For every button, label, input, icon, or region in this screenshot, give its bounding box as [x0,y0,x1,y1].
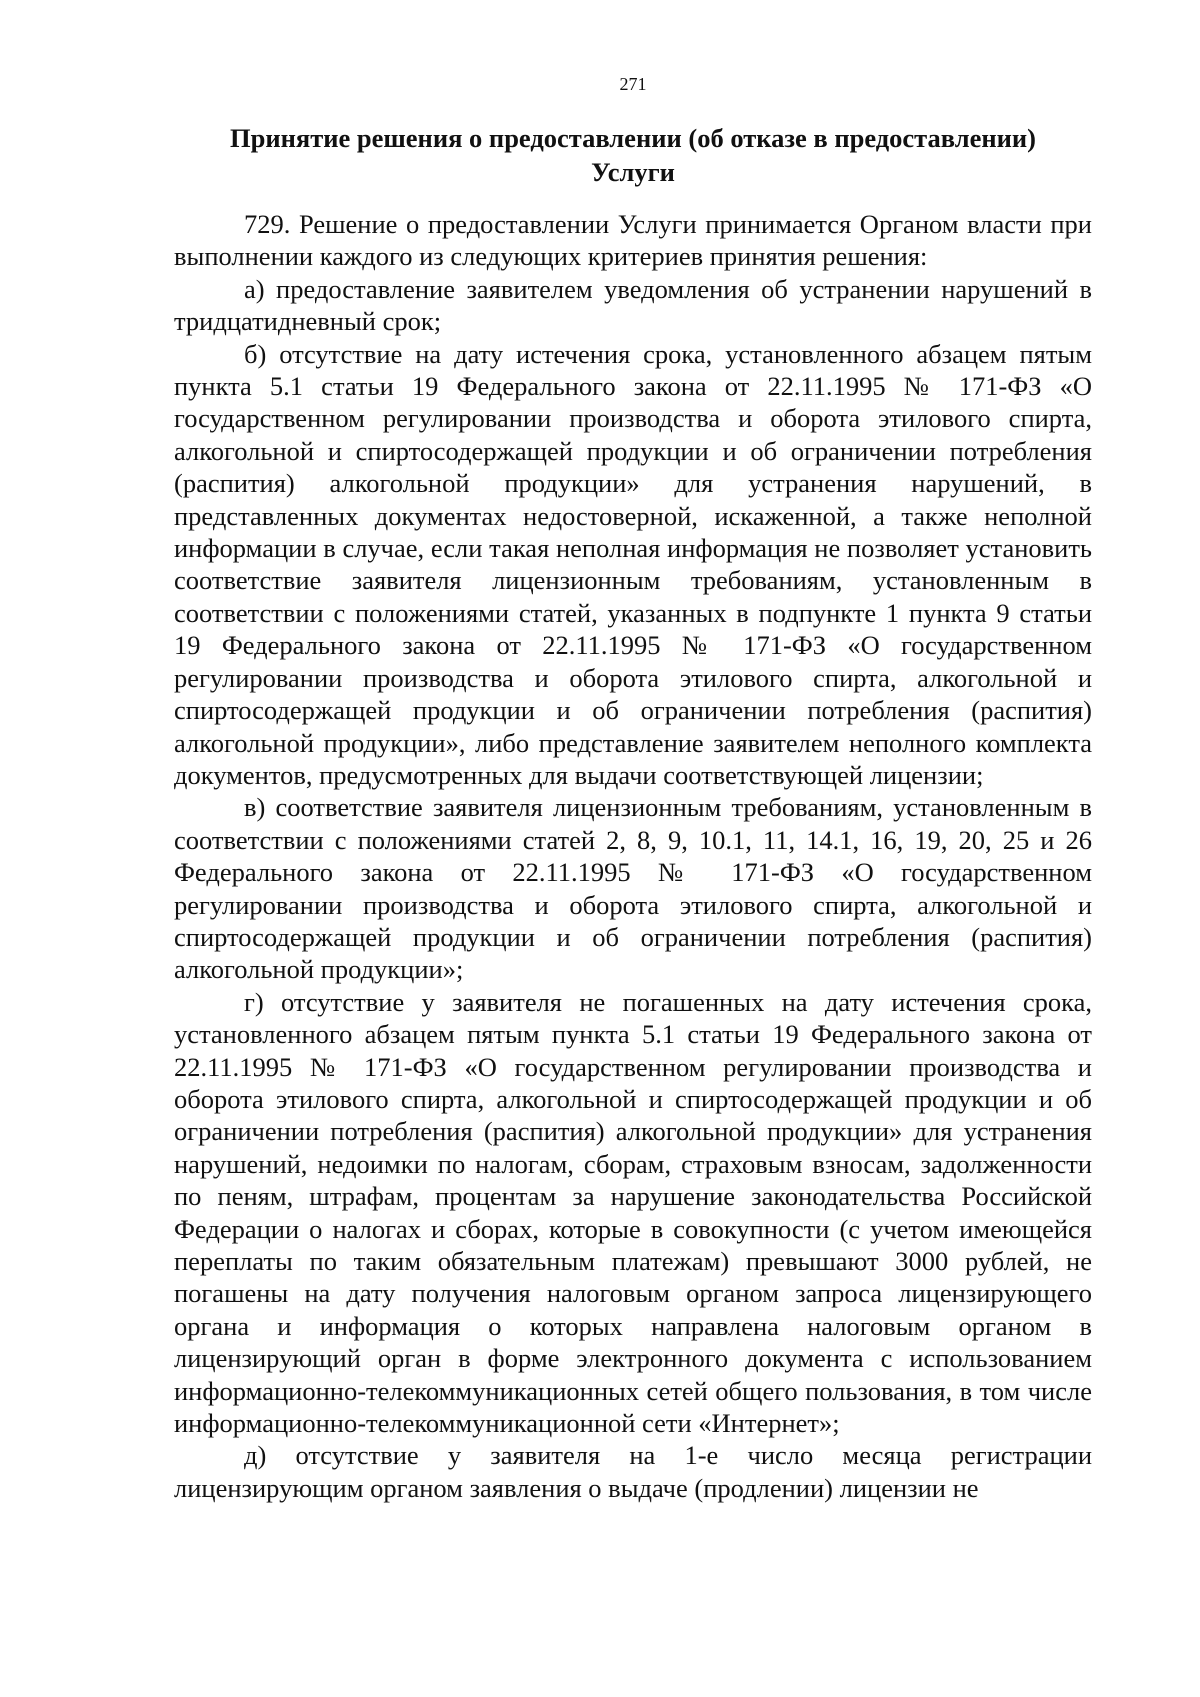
paragraph-729: 729. Решение о предоставлении Услуги принимается Органом власти при выполнении каждого из следующих критериев принятия решения: [174,209,1092,272]
section-heading [174,121,1092,189]
paragraph-item-a: а) предоставление заявителем уведомления об устранении нарушений в тридцатидневный срок; [174,273,1092,337]
paragraph-item-g: г) отсутствие у заявителя не погашенных на дату истечения срока, установленного абзацем пятым пункта 5.1 статьи 19 Федерального закона от 22.11.1995 № 171-ФЗ «О государственном регулировании производства и оборота этилового спирта, алкогольной и спиртосодержащей продукции и об ограничении потребления (распития) алкогольной продукции» для устранения нарушений, недоимки по налогам, сборам, страховым взносам, задолженности по пеням, штрафам, процентам за нарушение законодательства Российской Федерации о налогах и сборах, которые в совокупности (с учетом имеющейся переплаты по таким обязательным платежам) превышают 3000 рублей, не погашены на дату получения налоговым органом запроса лицензирующего органа и информация о которых направлена налоговым органом в лицензирующий орган в форме электронного документа с использованием информационно-телекоммуникационных сетей общего пользования, в том числе информационно-телекоммуникационной сети «Интернет»; [174,986,1092,1439]
paragraph-item-v: в) соответствие заявителя лицензионным требованиям, установленным в соответствии с положениями статей 2, 8, 9, 10.1, 11, 14.1, 16, 19, 20, 25 и 26 Федерального закона от 22.11.1995 № 171-ФЗ «О государственном регулировании производства и оборота этилового спирта, алкогольной и спиртосодержащей продукции и об ограничении потребления (распития) алкогольной продукции»; [174,792,1092,985]
section-heading-line-2: Услуги [591,157,675,187]
paragraph-item-d: д) отсутствие у заявителя на 1-е число месяца регистрации лицензирующим органом заявления о выдаче (продлении) лицензии не [174,1440,1092,1503]
page-number: 271 [619,74,647,94]
document-body [174,208,1092,1504]
paragraph-item-b: б) отсутствие на дату истечения срока, установленного абзацем пятым пункта 5.1 статьи 19 Федерального закона от 22.11.1995 № 171-ФЗ «О государственном регулировании производства и оборота этилового спирта, алкогольной и спиртосодержащей продукции и об ограничении потребления (распития) алкогольной продукции» для устранения нарушений, в представленных документах недостоверной, искаженной, а также неполной информации в случае, если такая неполная информация не позволяет установить соответствие заявителя лицензионным требованиям, установленным в соответствии с положениями статей, указанных в подпункте 1 пункта 9 статьи 19 Федерального закона от 22.11.1995 № 171-ФЗ «О государственном регулировании производства и оборота этилового спирта, алкогольной и спиртосодержащей продукции и об ограничении потребления (распития) алкогольной продукции», либо представление заявителем неполного комплекта документов, предусмотренных для выдачи соответствующей лицензии; [174,338,1092,790]
section-heading-line-1: Принятие решения о предоставлении (об отказе в предоставлении) [230,123,1036,153]
